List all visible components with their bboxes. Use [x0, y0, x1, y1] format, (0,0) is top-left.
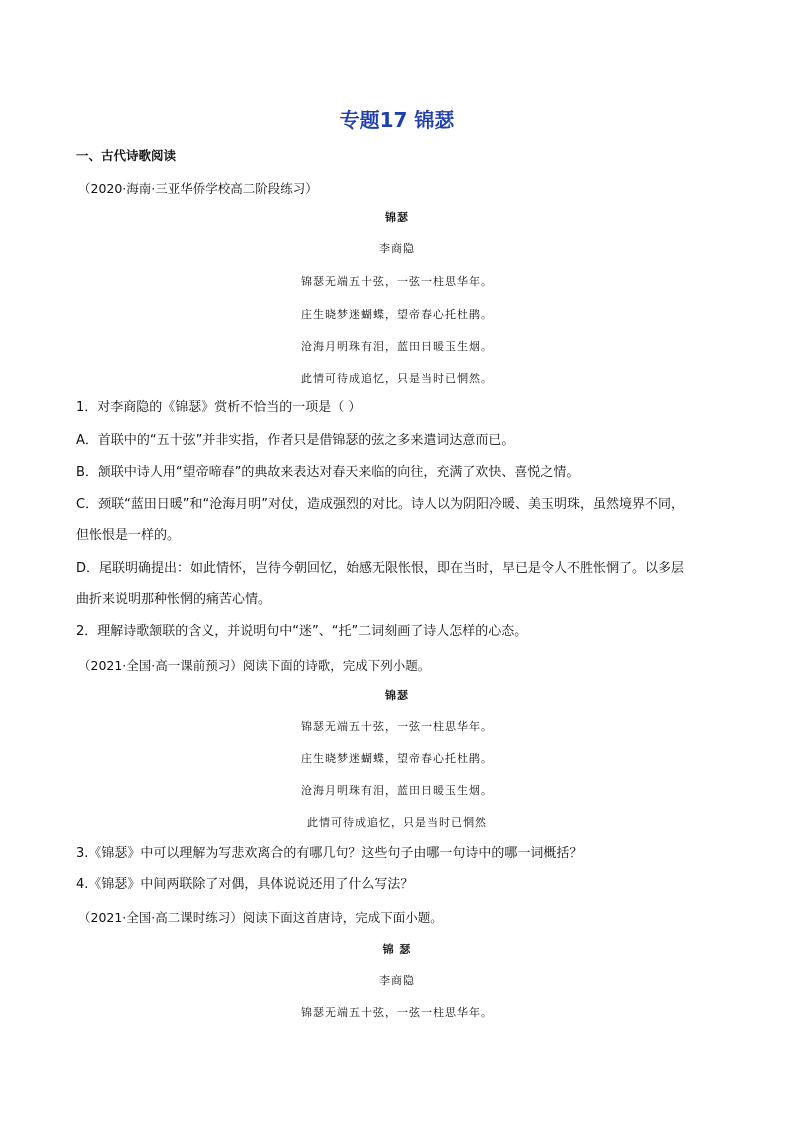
option-d: D．尾联明确提出：如此情怀，岂待今朝回忆，始感无限怅恨，即在当时，早已是令人不胜怅惘了。以多层: [76, 561, 685, 576]
section-heading: 一、古代诗歌阅读: [76, 148, 177, 163]
poem-line: 沧海月明珠有泪，蓝田日暖玉生烟。: [301, 784, 493, 797]
question-2: 2．理解诗歌颔联的含义，并说明句中“迷”、“托”二词刻画了诗人怎样的心态。: [76, 624, 528, 639]
poem-title-2: 锦瑟: [385, 689, 409, 702]
option-d-cont: 曲折来说明那种怅惘的痛苦心情。: [76, 592, 272, 607]
poem-author-1: 李商隐: [379, 242, 415, 255]
poem-title-3: 锦 瑟: [382, 943, 412, 956]
option-c: C．颈联“蓝田日暖”和“沧海月明”对仗，造成强烈的对比。诗人以为阴阳冷暖、美玉明珠，虽然境界不同，: [76, 497, 685, 512]
source-note-1: （2020·海南·三亚华侨学校高二阶段练习）: [78, 181, 318, 196]
question-4: 4.《锦瑟》中间两联除了对偶，具体说说还用了什么写法？: [76, 877, 414, 892]
question-3: 3.《锦瑟》中可以理解为写悲欢离合的有哪几句？这些句子由哪一句诗中的哪一词概括？: [76, 846, 583, 861]
source-note-3: （2021·全国·高二课时练习）阅读下面这首唐诗，完成下面小题。: [78, 910, 443, 925]
poem-line: 此情可待成追忆，只是当时已惘然: [307, 816, 487, 829]
poem-line: 锦瑟无端五十弦，一弦一柱思华年。: [301, 720, 493, 733]
poem-line: 锦瑟无端五十弦，一弦一柱思华年。: [301, 275, 493, 288]
poem-author-3: 李商隐: [379, 974, 415, 987]
question-1: 1．对李商隐的《锦瑟》赏析不恰当的一项是（ ）: [76, 400, 362, 415]
page-title: 专题17 锦瑟: [339, 108, 455, 132]
option-c-cont: 但怅恨是一样的。: [76, 528, 181, 543]
source-note-2: （2021·全国·高一课前预习）阅读下面的诗歌，完成下列小题。: [78, 658, 431, 673]
poem-line: 沧海月明珠有泪，蓝田日暖玉生烟。: [301, 340, 493, 353]
poem-line: 锦瑟无端五十弦，一弦一柱思华年。: [301, 1006, 493, 1019]
option-b: B．颔联中诗人用“望帝啼春”的典故来表达对春天来临的向往，充满了欢快、喜悦之情。: [76, 465, 580, 480]
poem-line: 此情可待成追忆，只是当时已惘然。: [301, 372, 493, 385]
option-a: A．首联中的“五十弦”并非实指，作者只是借锦瑟的弦之多来遣词达意而已。: [76, 433, 515, 448]
poem-title-1: 锦瑟: [385, 211, 409, 224]
poem-line: 庄生晓梦迷蝴蝶，望帝春心托杜鹃。: [301, 308, 493, 321]
poem-line: 庄生晓梦迷蝴蝶，望帝春心托杜鹃。: [301, 752, 493, 765]
